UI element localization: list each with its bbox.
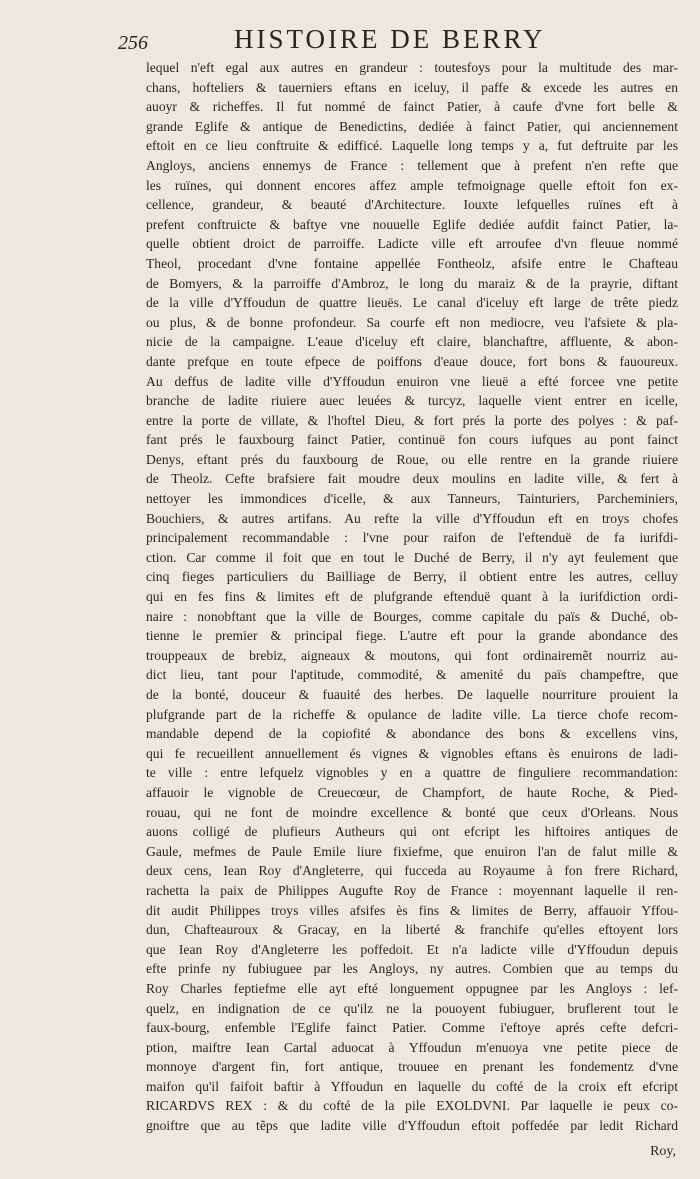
text-line: grande Eglife & antique de Benedictins, dediée à fainct Patier, qui anciennement xyxy=(146,118,678,134)
text-line: fant prés le fauxbourg fainct Patier, continuë fon cours iufques au pont fainct xyxy=(146,432,678,448)
text-line: te ville : entre lefquelz vignobles y en a quattre de finguliere recommandation: xyxy=(146,765,678,781)
running-head: HISTOIRE DE BERRY xyxy=(234,24,546,54)
text-line: de Bomyers, & la parroiffe d'Ambroz, le long du maraiz & de la prayrie, diftant xyxy=(146,275,678,291)
text-line: tienne le premier & principal fiege. L'autre eft pour la grande abondance des xyxy=(146,628,678,644)
text-line: monnoye d'argent fin, fort antique, trouuee en prenant les fondementz d'vne xyxy=(146,1059,678,1075)
text-line: Gaule, mefmes de Paule Emile liure fixiefme, que enuiron l'an de falut mille & xyxy=(146,843,678,859)
text-line: chans, hofteliers & tauerniers eftans en iceluy, il paffe & excede les autres en xyxy=(146,79,678,95)
text-line: Theol, procedant d'vne fontaine appellée Fontheolz, afsife entre le Chafteau xyxy=(146,255,678,271)
text-line: rouau, qui ne font de moindre excellence & bonté que ceux d'Orleans. Nous xyxy=(146,804,678,820)
catchword: Roy, xyxy=(650,1144,676,1159)
text-line: les ruïnes, qui donnent encores affez ample tefmoignage quelle eftoit fon ex- xyxy=(146,177,678,193)
text-line: dante prefque en toute efpece de poiffons d'eaue douce, fort bons & fauoureux. xyxy=(146,353,678,369)
text-line: dict lieu, tant pour l'aptitude, commodité, & amenité du païs champeftre, que xyxy=(146,667,678,683)
text-line: quelle obtient droict de parroiffe. Ladicte ville eft arroufee d'vn fleuue nommé xyxy=(146,236,678,252)
body-text xyxy=(146,58,678,1136)
text-line: maifon qu'il faifoit baftir à Yffoudun en laquelle du cofté de la croix eft efcript xyxy=(146,1078,678,1094)
text-line: Angloys, anciens ennemys de France : tellement que à prefent n'en refte que xyxy=(146,157,678,173)
text-line: entre la porte de villate, & l'hoftel Dieu, & fort prés la porte des polyes : & paf- xyxy=(146,412,678,428)
text-line: dun, Chafteauroux & Gracay, en la liberté & franchife qu'elles eftoyent lors xyxy=(146,922,678,938)
text-line: de la ville d'Yffoudun de quattre lieuës. Le canal d'iceluy eft large de trête piedz xyxy=(146,295,678,311)
text-line: Bouchiers, & autres artifans. Au refte la ville d'Yffoudun eft en troys chofes xyxy=(146,510,678,526)
text-line: nicie de la campaigne. L'eaue d'iceluy eft claire, blanchaftre, affluente, & abon- xyxy=(146,334,678,350)
text-line: ou plus, & de bonne profondeur. Sa courfe eft non mediocre, veu l'afsiete & pla- xyxy=(146,314,678,330)
text-line: prefent conftruicte & baftye vne nouuelle Eglife dediée aufdit fainct Patier, la- xyxy=(146,216,678,232)
text-line: branche de ladite riuiere auec leuées & turcyz, laquelle vient entrer en icelle, xyxy=(146,393,678,409)
text-line: lequel n'eft egal aux autres en grandeur : toutesfoys pour la multitude des mar- xyxy=(146,60,678,75)
text-line: rachetta la paix de Philippes Augufte Roy de France : moyennant laquelle il ren- xyxy=(146,882,678,898)
text-line: quelz, en indignation de ce qu'ilz ne la pouoyent fubiuguer, bruflerent tout le xyxy=(146,1000,678,1016)
text-line: cellence, grandeur, & beauté d'Architecture. Iouxte lefquelles ruïnes eft à xyxy=(146,197,678,213)
text-line: mandable depend de la copiofité & abondance des bons & excellens vins, xyxy=(146,726,678,742)
text-line: affauoir le vignoble de Creuecœur, de Champfort, de haute Roche, & Pied- xyxy=(146,784,678,800)
text-line: auons colligé de plufieurs Autheurs qui ont efcript les hiftoires antiques de xyxy=(146,824,678,840)
text-line: principalement recommandable : l'vne pour raifon de l'eftenduë de fa iurifdi- xyxy=(146,530,678,546)
page-number: 256 xyxy=(118,32,148,54)
text-line: Denys, eftant prés du fauxbourg de Roue, ou elle rentre en la grande riuiere xyxy=(146,451,678,467)
page-header xyxy=(118,20,690,56)
text-line: ction. Car comme il foit que en tout le Duché de Berry, il n'y ayt feulement que xyxy=(146,549,678,565)
text-line: cinq fieges particuliers du Bailliage de Berry, il obtient entre les autres, celluy xyxy=(146,569,678,585)
text-line: qui fe recueillent annuellement és vignes & vignobles eftans ès enuirons de ladi- xyxy=(146,745,678,761)
text-line: eftoit en ce lieu conftruite & edifficé. Laquelle long temps y a, fut deftruite par les xyxy=(146,138,678,154)
text-line: plufgrande part de la richeffe & opulance de ladite ville. La tierce chofe recom- xyxy=(146,706,678,722)
text-line: dit audit Philippes troys villes afsifes ès fins & limites de Berry, affauoir Yffou- xyxy=(146,902,678,918)
text-line: que Iean Roy d'Angleterre les poffedoit. Et n'a ladicte ville d'Yffoudun depuis xyxy=(146,941,678,957)
text-line: Roy Charles feptiefme elle ayt efté longuement oppugnee par les Angloys : lef- xyxy=(146,980,678,996)
text-line: de la bonté, douceur & fuauité des herbes. De laquelle nourriture prouient la xyxy=(146,687,678,702)
text-line: nettoyer les immondices d'icelle, & aux Tanneurs, Tainturiers, Parcheminiers, xyxy=(146,491,678,507)
text-line: efte prinfe ny fubiuguee par les Angloys, ny autres. Combien que au temps du xyxy=(146,961,678,977)
text-line: auoyr & richeffes. Il fut nommé de fainct Patier, à caufe d'vne fort belle & xyxy=(146,99,678,115)
text-line: qui en fes fins & limites eft de plufgrande eftenduë quant à la iurifdiction ordi- xyxy=(146,589,678,605)
text-line: naire : nonobftant que la ville de Bourges, comme capitale du païs & Duché, ob- xyxy=(146,608,678,624)
text-line: RICARDVS REX : & du cofté de la pile EXOLDVNI. Par laquelle ie peux co- xyxy=(146,1098,678,1114)
text-line: Au deffus de ladite ville d'Yffoudun enuiron vne lieuë a efté forcee vne petite xyxy=(146,373,678,389)
text-line: faux-bourg, enfemble l'Eglife fainct Patier. Comme i'eftoye aprés cefte defcri- xyxy=(146,1020,678,1036)
text-line: ption, maiftre Iean Cartal aduocat à Yffoudun m'enuoya vne petite piece de xyxy=(146,1039,678,1055)
text-line: gnoiftre que au tẽps que ladite ville d'Yffoudun eftoit poffedée par ledit Richard xyxy=(146,1118,678,1134)
text-line: deux cens, Iean Roy d'Angleterre, qui fucceda au Royaume à fon frere Richard, xyxy=(146,863,678,879)
text-line: trouppeaux de brebiz, aigneaux & moutons, qui font ordinairemẽt nourriz au- xyxy=(146,647,678,663)
text-line: de Theolz. Cefte brafsiere fait moudre deux moulins en ladite ville, & fert à xyxy=(146,471,678,487)
